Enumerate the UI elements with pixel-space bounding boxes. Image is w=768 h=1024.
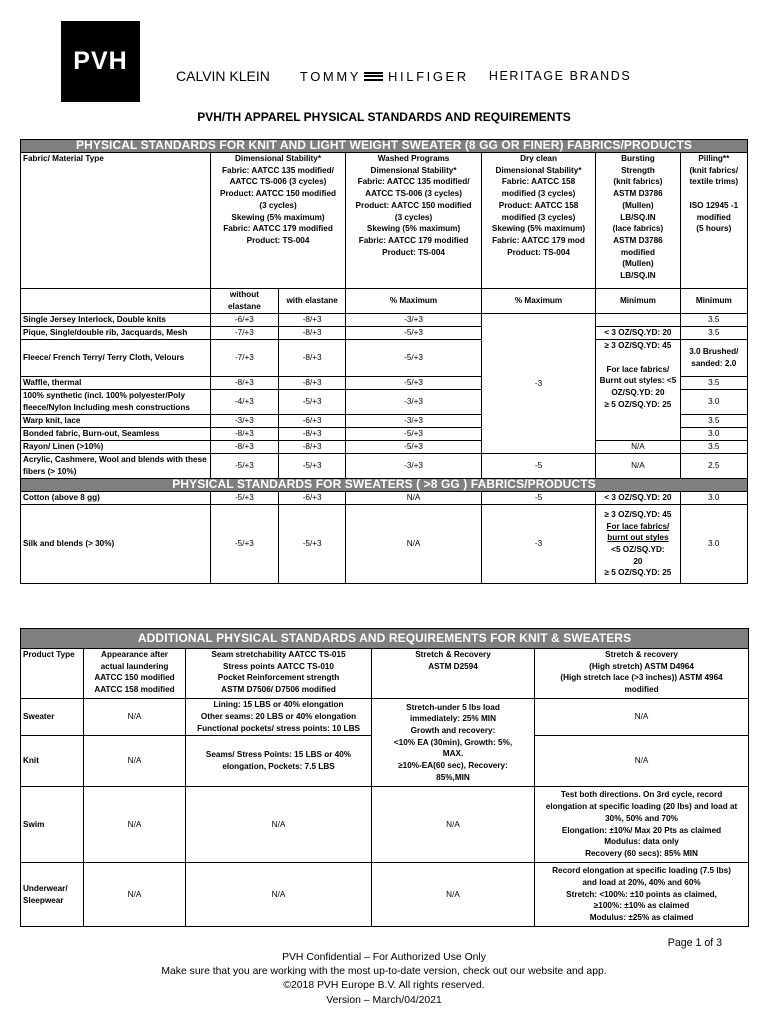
fabric-name: Single Jersey Interlock, Double knits — [21, 314, 211, 327]
product-type: Knit — [21, 736, 84, 787]
stretch-line: Test both directions. On 3rd cycle, record — [560, 790, 723, 800]
col-header-washed — [346, 153, 482, 289]
value-stretch-merged — [372, 699, 535, 787]
burst-line: <5 OZ/SQ.YD: — [611, 545, 665, 554]
header-line: Skewing (5% maximum) — [231, 212, 325, 222]
value-without: -8/+3 — [210, 441, 278, 454]
col-header-stretch-recovery-high — [535, 649, 749, 699]
stretch-line: immediately: 25% MIN — [410, 714, 496, 724]
header-line: LB/SQ.IN — [620, 271, 656, 281]
header-line: modified (3 cycles) — [501, 189, 576, 199]
header-line: Appearance after — [101, 650, 168, 659]
header-line: Product: AATCC 158 — [498, 200, 579, 210]
header-line: (Mullen) — [622, 259, 654, 269]
header-line: Product: TS-004 — [382, 247, 445, 257]
stretch-line: elongation at specific loading (20 lbs) and load at — [545, 802, 738, 812]
header-line: (3 cycles) — [259, 200, 297, 210]
stretch-line: Growth and recovery: — [410, 725, 496, 735]
value-wash: -5/+3 — [346, 441, 482, 454]
value-pill: 3.0 — [680, 492, 747, 505]
col-header-bursting — [596, 153, 680, 289]
pvh-logo: PVH — [61, 21, 140, 102]
value-dry-merged: -3 — [481, 314, 595, 454]
header-line: (3 cycles) — [394, 212, 433, 222]
value-without: -8/+3 — [210, 428, 278, 441]
value-without: -7/+3 — [210, 340, 278, 377]
table-row — [21, 699, 749, 736]
header-line: Fabric: AATCC 135 modified/ — [357, 177, 470, 187]
header-line: (Mullen) — [622, 200, 654, 210]
value-dry: -5 — [481, 454, 595, 479]
value-stretch-high — [535, 863, 749, 927]
brand-logos — [176, 66, 631, 86]
value-without: -5/+3 — [210, 492, 278, 505]
col-header-pilling — [680, 153, 747, 289]
fabric-name: Fleece/ French Terry/ Terry Cloth, Velours — [21, 340, 211, 377]
burst-line: For lace fabrics/ Burnt out styles: <5 OZ/SQ.YD: 20 — [599, 364, 677, 398]
header-line: AATCC TS-006 (3 cycles) — [365, 189, 462, 199]
value-pill: 2.5 — [680, 454, 747, 479]
product-type: Sweater — [21, 699, 84, 736]
seam-line: Seams/ Stress Points: 15 LBS or 40% — [205, 750, 352, 760]
value-wash: -3/+3 — [346, 454, 482, 479]
value-wash: -5/+3 — [346, 428, 482, 441]
header-line: AATCC 150 modified — [94, 673, 175, 683]
header-line: Bursting — [621, 154, 655, 163]
header-line: Fabric: AATCC 158 — [501, 177, 576, 187]
col-header-seam — [186, 649, 372, 699]
value-with: -8/+3 — [279, 441, 346, 454]
value-wash: -5/+3 — [346, 327, 482, 340]
header-line: Skewing (5% maximum) — [491, 224, 586, 234]
value-wash: -3/+3 — [346, 390, 482, 415]
seam-line: Functional pockets/ stress points: 10 LBS — [197, 723, 360, 733]
value-burst — [596, 340, 680, 441]
header-line: (knit fabrics/ — [689, 165, 739, 175]
value-pill: 3.0 — [680, 428, 747, 441]
fabric-name: Waffle, thermal — [21, 377, 211, 390]
header-line: ASTM D2594 — [428, 661, 478, 671]
table-row — [21, 327, 748, 340]
burst-line: ≥ 3 OZ/SQ.YD: 45 — [604, 509, 672, 519]
header-line: Fabric: AATCC 179 modified — [358, 235, 469, 245]
header-line: Fabric: AATCC 135 modified/ — [222, 165, 334, 175]
header-line: Product: AATCC 150 modified — [220, 189, 337, 199]
header-line: ASTM D3786 — [613, 235, 663, 245]
stretch-line: and load at 20%, 40% and 60% — [582, 877, 701, 887]
heritage-brands-logo: HERITAGE BRANDS — [488, 69, 632, 83]
value-with: -8/+3 — [279, 340, 346, 377]
footer-line: Make sure that you are working with the most up-to-date version, check out our website and app. — [161, 966, 607, 978]
fabric-name: Cotton (above 8 gg) — [21, 492, 211, 505]
stretch-line: MAX. — [442, 749, 464, 759]
header-line: textile trims) — [689, 177, 739, 187]
burst-line: For lace fabrics/ — [606, 521, 670, 531]
header-line: ISO 12945 -1 — [689, 200, 739, 210]
burst-line: burnt out styles — [607, 533, 669, 543]
table-row — [21, 454, 748, 479]
value-wash: -3/+3 — [346, 314, 482, 327]
stretch-line: Record elongation at specific loading (7.5 lbs) — [552, 866, 731, 876]
header-line: Product: AATCC 150 modified — [355, 200, 472, 210]
value-appearance: N/A — [84, 699, 186, 736]
value-appearance: N/A — [84, 787, 186, 863]
value-seam — [186, 736, 372, 787]
header-line: Pilling** — [698, 154, 730, 163]
subheader-pct-max: % Maximum — [481, 289, 595, 314]
header-line: (High stretch lace (>3 inches)) ASTM 4964 — [560, 673, 723, 683]
product-type: Underwear/ Sleepwear — [21, 863, 84, 927]
value-pill: 3.5 — [680, 415, 747, 428]
value-with: -6/+3 — [279, 492, 346, 505]
header-line: Dry clean — [520, 154, 557, 163]
subheader-without-elastane: without elastane — [210, 289, 278, 314]
value-wash: -5/+3 — [346, 340, 482, 377]
stretch-line: Stretch: <100%: ±10 points as claimed, — [566, 889, 717, 899]
header-line: Stress points AATCC TS-010 — [222, 661, 334, 671]
table-row — [21, 340, 748, 377]
table-row — [21, 314, 748, 327]
footer-line: Version – March/04/2021 — [326, 994, 442, 1006]
table1-sweater-banner: PHYSICAL STANDARDS FOR SWEATERS ( >8 GG ) FABRICS/PRODUCTS — [21, 479, 748, 492]
knit-standards-table — [20, 139, 748, 584]
value-stretch-high: N/A — [535, 699, 749, 736]
value-stretch-high: N/A — [535, 736, 749, 787]
value-without: -6/+3 — [210, 314, 278, 327]
fabric-name: Acrylic, Cashmere, Wool and blends with these fibers (> 10%) — [21, 454, 211, 479]
header-line: modified — [624, 685, 659, 695]
subheader-minimum: Minimum — [680, 289, 747, 314]
header-line: Strength — [621, 165, 655, 175]
header-line: (lace fabrics) — [612, 224, 664, 234]
header-line: AATCC 158 modified — [94, 685, 175, 695]
footer — [0, 951, 768, 1008]
stretch-line: Modulus: data only — [604, 837, 679, 847]
header-line: Dimensional Stability* — [370, 165, 457, 175]
stretch-line: Stretch-under 5 lbs load — [406, 702, 500, 712]
header-line: actual laundering — [100, 661, 169, 671]
value-without: -5/+3 — [210, 505, 278, 584]
header-line: Product: TS-004 — [507, 247, 570, 257]
stretch-line: Modulus: ±25% as claimed — [589, 913, 694, 923]
stretch-line: ≥100%: ±10% as claimed — [593, 901, 690, 911]
table2-banner: ADDITIONAL PHYSICAL STANDARDS AND REQUIREMENTS FOR KNIT & SWEATERS — [21, 629, 749, 649]
header-line: AATCC TS-006 (3 cycles) — [229, 177, 327, 187]
fabric-name: 100% synthetic (incl. 100% polyester/Poly fleece/Nylon Including mesh constructions — [21, 390, 211, 415]
value-without: -8/+3 — [210, 377, 278, 390]
value-burst — [596, 505, 680, 584]
tommy-text: TOMMY — [299, 68, 362, 84]
value-pill: 3.5 — [680, 327, 747, 340]
value-stretch: N/A — [372, 863, 535, 927]
seam-line: Lining: 15 LBS or 40% elongation — [213, 700, 344, 710]
header-line: Pocket Reinforcement strength — [217, 673, 340, 683]
value-wash: N/A — [346, 505, 482, 584]
seam-line: Other seams: 20 LBS or 40% elongation — [200, 712, 357, 722]
value-appearance: N/A — [84, 736, 186, 787]
value-stretch-high — [535, 787, 749, 863]
value-with: -8/+3 — [279, 377, 346, 390]
header-line: Fabric: AATCC 179 modified — [223, 224, 333, 234]
value-burst: N/A — [596, 454, 680, 479]
table-row — [21, 863, 749, 927]
value-seam: N/A — [186, 787, 372, 863]
value-seam — [186, 699, 372, 736]
value-pill: 3.0 — [680, 505, 747, 584]
header-line: modified — [696, 212, 731, 222]
fabric-name: Silk and blends (> 30%) — [21, 505, 211, 584]
col-header-dimensional — [210, 153, 346, 289]
header-line: Dimensional Stability* — [495, 165, 582, 175]
burst-line: ≥ 5 OZ/SQ.YD: 25 — [604, 568, 672, 578]
value-pill: 3.0 Brushed/ sanded: 2.0 — [680, 340, 747, 377]
subheader-with-elastane: with elastane — [279, 289, 346, 314]
col-header-fabric: Fabric/ Material Type — [21, 153, 211, 289]
value-appearance: N/A — [84, 863, 186, 927]
burst-line: ≥ 5 OZ/SQ.YD: 25 — [604, 399, 672, 409]
table-row — [21, 787, 749, 863]
value-wash: N/A — [346, 492, 482, 505]
value-with: -8/+3 — [279, 314, 346, 327]
flag-icon — [364, 72, 383, 81]
header-line: Product: TS-004 — [246, 235, 310, 245]
table-row — [21, 492, 748, 505]
value-burst: N/A — [596, 441, 680, 454]
col-header-product-type: Product Type — [21, 649, 84, 699]
value-pill: 3.5 — [680, 314, 747, 327]
fabric-name: Bonded fabric, Burn-out, Seamless — [21, 428, 211, 441]
stretch-line: Recovery (60 secs): 85% MIN — [585, 848, 698, 858]
value-seam: N/A — [186, 863, 372, 927]
header-line: modified (3 cycles) — [501, 212, 576, 222]
header-line: ASTM D7506/ D7506 modified — [221, 685, 336, 695]
fabric-name: Rayon/ Linen (>10%) — [21, 441, 211, 454]
value-wash: -3/+3 — [346, 415, 482, 428]
table-row — [21, 441, 748, 454]
subheader-minimum: Minimum — [596, 289, 680, 314]
seam-line: elongation, Pockets: 7.5 LBS — [222, 762, 335, 771]
footer-line: PVH Confidential – For Authorized Use Only — [282, 952, 486, 963]
subheader-pct-max: % Maximum — [346, 289, 482, 314]
value-without: -4/+3 — [210, 390, 278, 415]
burst-line: 20 — [633, 556, 643, 566]
value-burst: < 3 OZ/SQ.YD: 20 — [596, 492, 680, 505]
header-line: (5 hours) — [696, 224, 732, 234]
value-with: -5/+3 — [279, 454, 346, 479]
value-with: -8/+3 — [279, 327, 346, 340]
value-pill: 3.5 — [680, 441, 747, 454]
value-without: -3/+3 — [210, 415, 278, 428]
value-without: -5/+3 — [210, 454, 278, 479]
fabric-name: Warp knit, lace — [21, 415, 211, 428]
value-dry: -5 — [481, 492, 595, 505]
value-pill: 3.0 — [680, 390, 747, 415]
value-with: -8/+3 — [279, 428, 346, 441]
footer-line: ©2018 PVH Europe B.V. All rights reserved. — [283, 980, 485, 992]
header-line: Seam stretchability AATCC TS-015 — [211, 650, 346, 659]
stretch-line: Elongation: ±10%/ Max 20 Pts as claimed — [561, 825, 722, 835]
value-wash: -5/+3 — [346, 377, 482, 390]
stretch-line: <10% EA (30min), Growth: 5%, — [393, 737, 513, 747]
header-line: Stretch & recovery — [605, 650, 678, 659]
header-line: modified — [620, 247, 655, 257]
value-dry: -3 — [481, 505, 595, 584]
col-header-appearance — [84, 649, 186, 699]
stretch-line: 30%, 50% and 70% — [605, 813, 678, 823]
header-line: Skewing (5% maximum) — [366, 224, 461, 234]
header-line: LB/SQ.IN — [620, 212, 656, 222]
value-with: -5/+3 — [279, 505, 346, 584]
header-line: (High stretch) ASTM D4964 — [589, 661, 694, 671]
col-header-dryclean — [481, 153, 595, 289]
stretch-line: ≥10%-EA(60 sec), Recovery: — [398, 761, 508, 771]
header-line: (knit fabrics) — [613, 177, 663, 187]
stretch-line: 85%,MIN — [436, 772, 470, 782]
page-title: PVH/TH APPAREL PHYSICAL STANDARDS AND REQUIREMENTS — [197, 110, 571, 124]
header-line: ASTM D3786 — [613, 189, 663, 199]
value-stretch: N/A — [372, 787, 535, 863]
fabric-name: Pique, Single/double rib, Jacquards, Mesh — [21, 327, 211, 340]
burst-line: ≥ 3 OZ/SQ.YD: 45 — [604, 341, 672, 350]
header-line — [683, 188, 745, 200]
tommy-hilfiger-logo — [300, 69, 469, 84]
value-pill: 3.5 — [680, 377, 747, 390]
header-line: Stretch & Recovery — [415, 650, 491, 659]
value-with: -6/+3 — [279, 415, 346, 428]
col-header-stretch-recovery — [372, 649, 535, 699]
calvin-klein-logo: CALVIN KLEIN — [176, 68, 270, 84]
header-line: Dimensional Stability* — [235, 154, 322, 163]
value-with: -5/+3 — [279, 390, 346, 415]
value-burst: < 3 OZ/SQ.YD: 20 — [596, 327, 680, 340]
header-line: Washed Programs — [377, 154, 450, 163]
table1-banner: PHYSICAL STANDARDS FOR KNIT AND LIGHT WEIGHT SWEATER (8 GG OR FINER) FABRICS/PRODUCTS — [21, 140, 748, 153]
hilfiger-text: HILFIGER — [388, 68, 469, 84]
additional-standards-table — [20, 628, 749, 927]
table-row — [21, 505, 748, 584]
page-number: Page 1 of 3 — [667, 937, 722, 949]
value-without: -7/+3 — [210, 327, 278, 340]
product-type: Swim — [21, 787, 84, 863]
header-line: Fabric: AATCC 179 mod — [492, 235, 585, 245]
